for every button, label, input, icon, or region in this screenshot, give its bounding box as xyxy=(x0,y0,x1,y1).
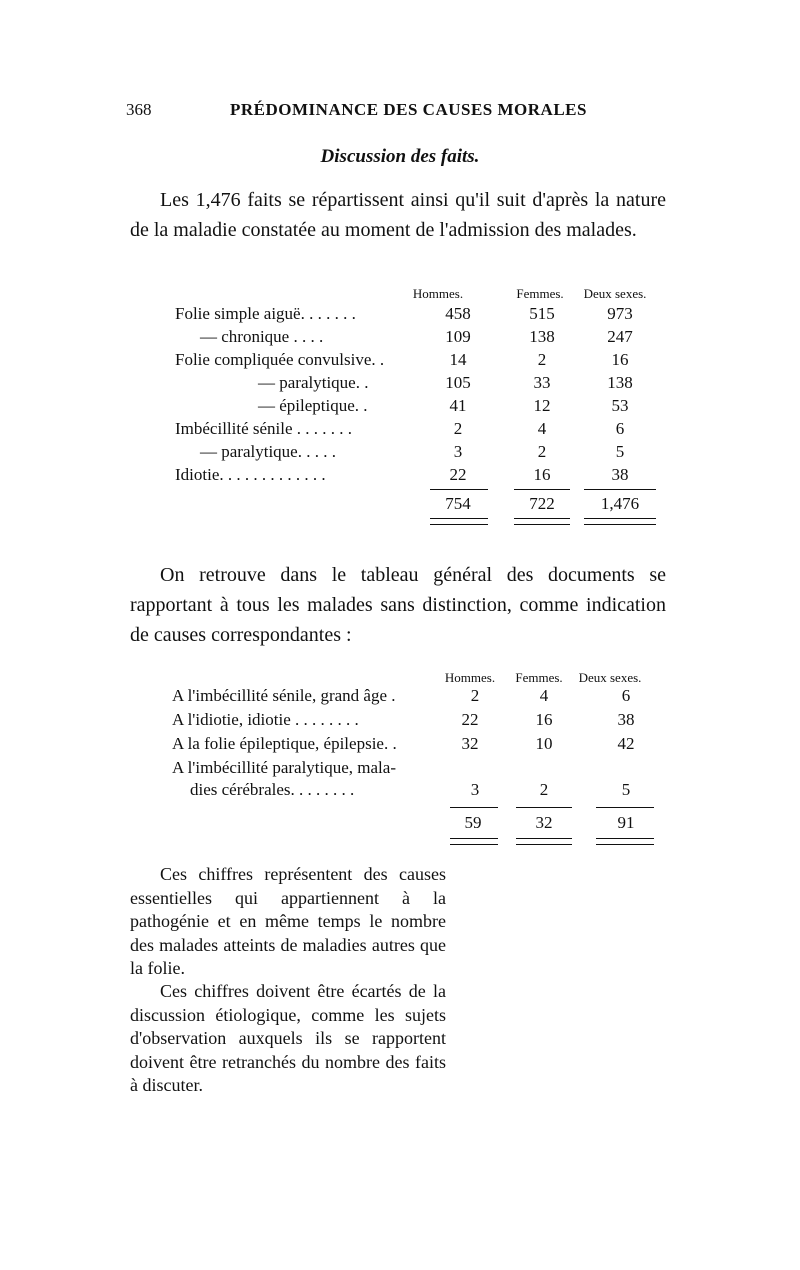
table-row xyxy=(0,686,800,710)
cell-femmes: 16 xyxy=(533,465,551,484)
table-row xyxy=(0,327,800,351)
row-label: A l'imbécillité paralytique, mala- xyxy=(172,758,396,777)
col-header-deux-sexes: Deux sexes. xyxy=(578,670,642,685)
cell-hommes: 105 xyxy=(445,373,471,392)
cell-hommes: 3 xyxy=(470,780,480,799)
table-row xyxy=(0,780,800,804)
table-row xyxy=(0,304,800,328)
section-subtitle: Discussion des faits. xyxy=(320,146,480,167)
cell-femmes: 2 xyxy=(539,780,549,799)
cell-deux-sexes: 973 xyxy=(607,304,633,323)
col-header-hommes: Hommes. xyxy=(444,670,496,685)
total-double-rule xyxy=(584,518,656,525)
row-label: dies cérébrales. . . . . . . . xyxy=(190,780,355,799)
intro-paragraph: Les 1,476 faits se répartissent ainsi qu'il suit d'après la nature de la maladie constatée au moment de l'admission des malades. xyxy=(130,189,666,241)
table-row xyxy=(0,350,800,374)
table-row xyxy=(0,396,800,420)
total-deux-sexes: 1,476 xyxy=(600,494,640,513)
cell-femmes: 2 xyxy=(537,350,547,369)
table-row xyxy=(0,465,800,489)
cell-deux-sexes: 6 xyxy=(621,686,631,705)
table-row xyxy=(0,734,800,758)
totals-row xyxy=(0,494,800,518)
cell-hommes: 32 xyxy=(461,734,479,753)
second-paragraph: On retrouve dans le tableau général des documents se rapportant à tous les malades sans distinction, comme indication de causes correspondantes : xyxy=(130,564,666,646)
total-deux-sexes: 91 xyxy=(617,813,635,832)
cell-femmes: 16 xyxy=(535,710,553,729)
cell-hommes: 3 xyxy=(453,442,463,461)
cell-hommes: 14 xyxy=(449,350,467,369)
cell-femmes: 33 xyxy=(533,373,551,392)
row-label: A l'imbécillité sénile, grand âge . xyxy=(172,686,396,705)
row-label: Folie simple aiguë. . . . . . . xyxy=(175,304,356,323)
row-label: Imbécillité sénile . . . . . . . xyxy=(175,419,353,438)
table-row xyxy=(0,373,800,397)
cell-deux-sexes: 5 xyxy=(615,442,625,461)
sum-rule xyxy=(596,807,654,808)
total-double-rule xyxy=(430,518,488,525)
total-double-rule xyxy=(516,838,572,845)
table-row xyxy=(0,442,800,466)
cell-deux-sexes: 38 xyxy=(611,465,629,484)
sum-rule xyxy=(450,807,498,808)
row-label: — chronique . . . . xyxy=(200,327,324,346)
cell-deux-sexes: 247 xyxy=(607,327,633,346)
row-label: — paralytique. . xyxy=(258,373,369,392)
sum-rule xyxy=(430,489,488,490)
cell-hommes: 2 xyxy=(453,419,463,438)
sum-rule xyxy=(516,807,572,808)
cell-deux-sexes: 16 xyxy=(611,350,629,369)
total-femmes: 32 xyxy=(535,813,553,832)
note-paragraph-1: Ces chiffres représentent des causes essentielles qui appartiennent à la pathogénie et en même temps le nombre des malades atteints de maladies autres que la folie. xyxy=(130,864,446,979)
col-header-deux-sexes: Deux sexes. xyxy=(583,286,647,301)
cell-hommes: 2 xyxy=(470,686,480,705)
cell-deux-sexes: 42 xyxy=(617,734,635,753)
cell-femmes: 515 xyxy=(529,304,555,323)
note-paragraph-2: Ces chiffres doivent être écartés de la discussion étiologique, comme les sujets d'observation auxquels ils se rapportent doivent être retranchés du nombre des faits à discuter. xyxy=(130,981,446,1096)
cell-deux-sexes: 53 xyxy=(611,396,629,415)
cell-deux-sexes: 38 xyxy=(617,710,635,729)
sum-rule xyxy=(514,489,570,490)
table-row xyxy=(0,419,800,443)
cell-hommes: 109 xyxy=(445,327,471,346)
total-double-rule xyxy=(596,838,654,845)
totals-row xyxy=(0,813,800,837)
total-hommes: 59 xyxy=(464,813,482,832)
cell-femmes: 138 xyxy=(529,327,555,346)
col-header-hommes: Hommes. xyxy=(412,286,464,301)
col-header-femmes: Femmes. xyxy=(516,286,564,301)
total-hommes: 754 xyxy=(445,494,471,513)
cell-deux-sexes: 6 xyxy=(615,419,625,438)
sum-rule xyxy=(584,489,656,490)
row-label: Folie compliquée convulsive. . xyxy=(175,350,385,369)
table-row xyxy=(0,710,800,734)
cell-femmes: 12 xyxy=(533,396,551,415)
page-header xyxy=(126,100,666,130)
cell-femmes: 4 xyxy=(537,419,547,438)
cell-femmes: 10 xyxy=(535,734,553,753)
cell-femmes: 4 xyxy=(539,686,549,705)
row-label: A l'idiotie, idiotie . . . . . . . . xyxy=(172,710,359,729)
cell-deux-sexes: 5 xyxy=(621,780,631,799)
cell-femmes: 2 xyxy=(537,442,547,461)
cell-hommes: 41 xyxy=(449,396,467,415)
total-double-rule xyxy=(450,838,498,845)
cell-hommes: 458 xyxy=(445,304,471,323)
cell-hommes: 22 xyxy=(449,465,467,484)
page-number: 368 xyxy=(126,100,152,119)
cell-hommes: 22 xyxy=(461,710,479,729)
total-femmes: 722 xyxy=(529,494,555,513)
row-label: — épileptique. . xyxy=(258,396,368,415)
total-double-rule xyxy=(514,518,570,525)
running-title: PRÉDOMINANCE DES CAUSES MORALES xyxy=(230,100,587,119)
row-label: — paralytique. . . . . xyxy=(200,442,336,461)
cell-deux-sexes: 138 xyxy=(607,373,633,392)
col-header-femmes: Femmes. xyxy=(515,670,563,685)
row-label: A la folie épileptique, épilepsie. . xyxy=(172,734,397,753)
row-label: Idiotie. . . . . . . . . . . . . xyxy=(175,465,326,484)
table-row xyxy=(0,758,800,782)
